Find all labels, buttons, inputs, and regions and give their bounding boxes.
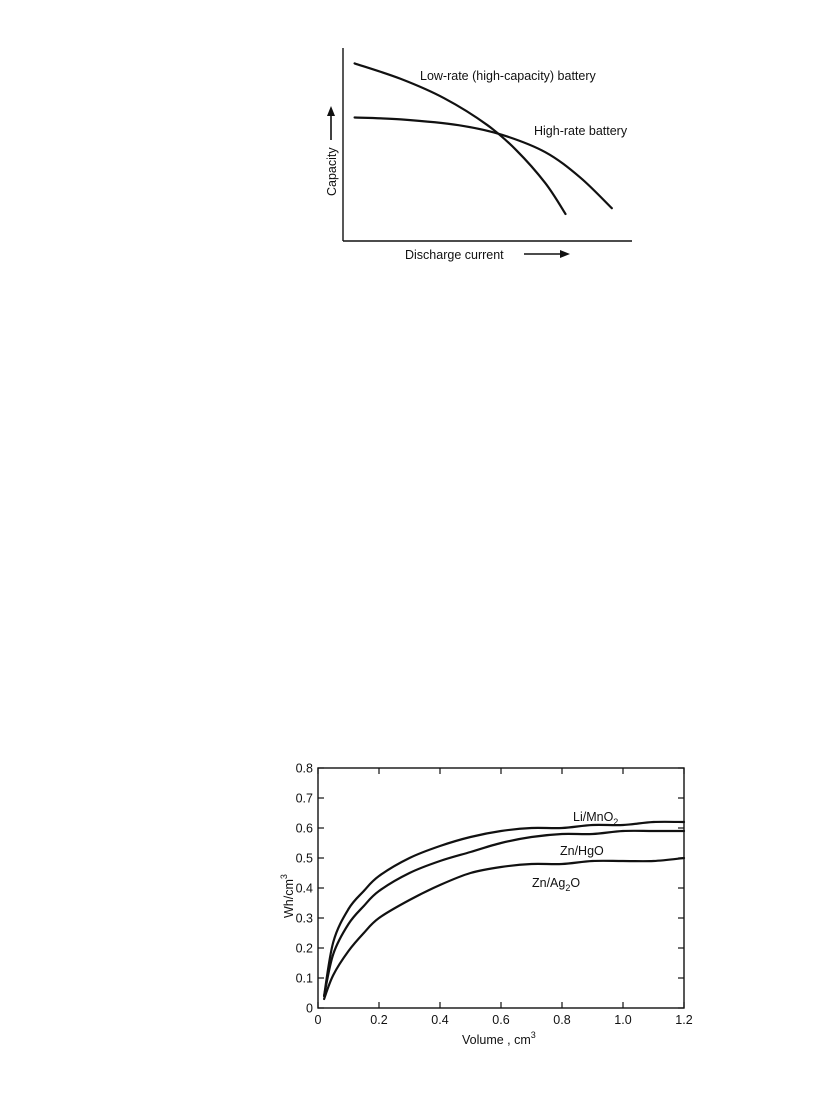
chart1-series-line-0 (355, 63, 566, 214)
x-tick-label: 1.2 (675, 1013, 693, 1027)
chart2-series-line-1 (324, 831, 684, 996)
energy-density-chart (279, 762, 693, 1048)
x-arrow-icon (524, 250, 570, 258)
y-tick-label: 0.1 (295, 971, 313, 986)
chart1-y-axis-label: Capacity (325, 147, 339, 196)
x-tick-label: 0.6 (492, 1013, 510, 1027)
series-label-zn-ag2o: $Zn/Ag_2O$ (532, 876, 581, 893)
chart2-series-line-0 (324, 822, 684, 996)
y-tick-label: 0.3 (295, 911, 313, 926)
chart2-plot-frame (318, 768, 684, 1008)
y-tick-label: 0.6 (295, 821, 313, 836)
chart2-x-axis-label: Volume , $cm^3$ (462, 1030, 536, 1047)
x-tick-label: 0 (314, 1013, 322, 1027)
x-tick-label: 0.4 (431, 1013, 449, 1027)
x-tick-label: 0.2 (370, 1013, 388, 1027)
series-label-high-rate: High-rate battery (534, 124, 628, 138)
y-tick-label: 0.2 (295, 941, 313, 956)
chart2-series-line-2 (324, 858, 684, 999)
x-tick-label: 1.0 (614, 1013, 632, 1027)
y-tick-label: 0 (306, 1001, 313, 1016)
series-label-zn-hgo: Zn/HgO (560, 844, 604, 858)
series-label-li-mno2: Li/MnO$_2$ (573, 810, 619, 827)
chart1-x-axis-label: Discharge current (405, 248, 504, 262)
chart2-y-axis-label: $Wh/cm^3$ (279, 874, 296, 918)
y-arrow-icon (327, 106, 335, 140)
chart1-curves (355, 63, 612, 214)
chart2-curves (324, 822, 684, 999)
y-tick-label: 0.7 (295, 791, 313, 806)
series-label-low-rate: Low-rate (high-capacity) battery (420, 69, 596, 83)
chart2-ticks (296, 762, 693, 1028)
y-tick-label: 0.5 (295, 851, 313, 866)
y-tick-label: 0.4 (295, 881, 313, 896)
y-tick-label: 0.8 (295, 761, 313, 776)
x-tick-label: 0.8 (553, 1013, 571, 1027)
capacity-chart (325, 48, 632, 262)
